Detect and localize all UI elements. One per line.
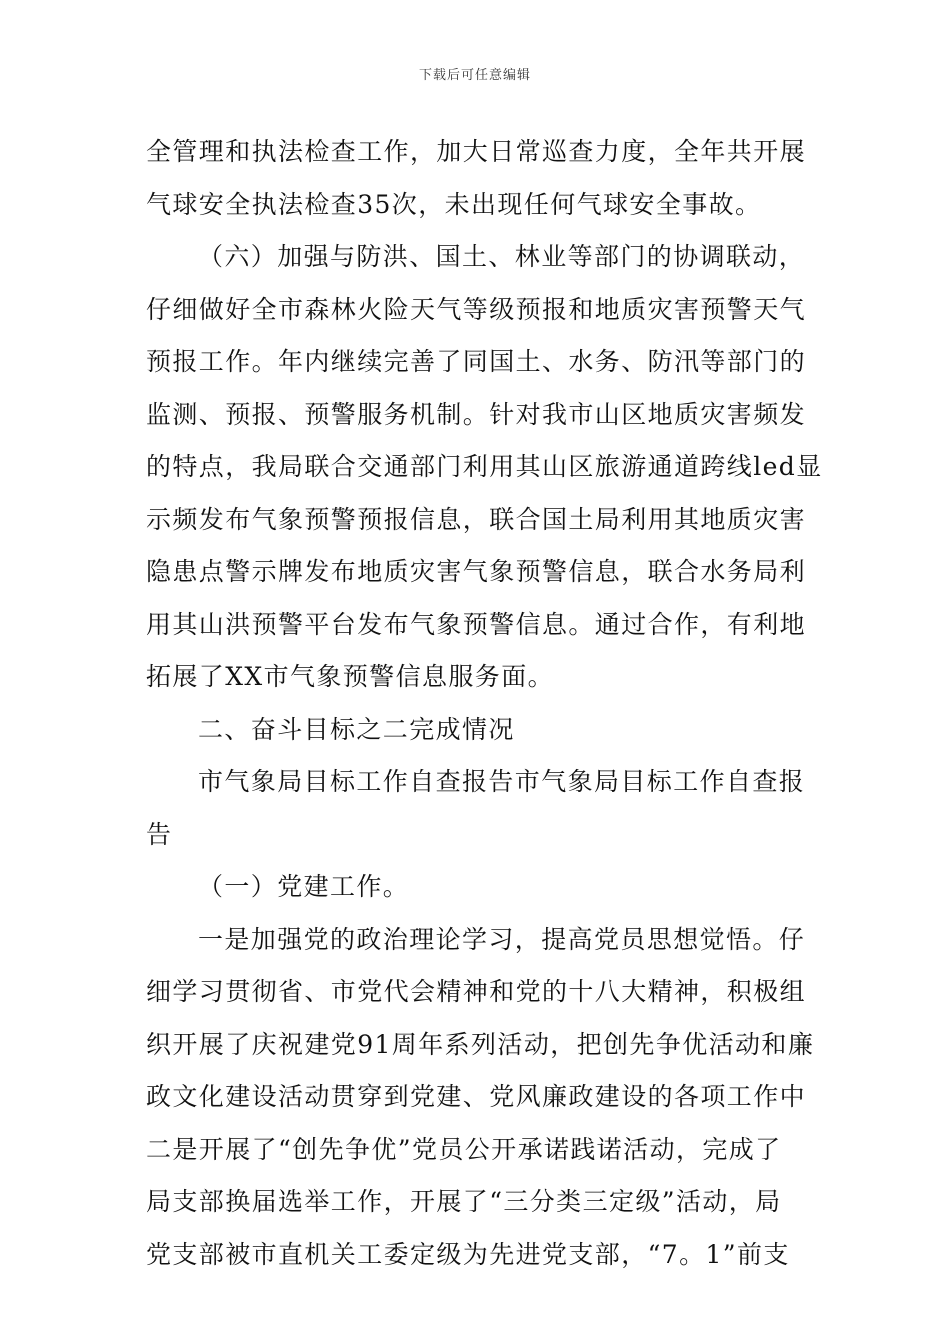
- text-line: 拓展了XX市气象预警信息服务面。: [146, 662, 554, 691]
- text-line: 告: [146, 819, 173, 849]
- text-line: 的特点，我局联合交通部门利用其山区旅游通道跨线led显: [146, 452, 823, 481]
- text-line: 一是加强党的政治理论学习，提高党员思想觉悟。仔: [198, 924, 806, 954]
- text-line: 政文化建设活动贯穿到党建、党风廉政建设的各项工作中: [146, 1082, 807, 1111]
- text-line: 监测、预报、预警服务机制。针对我市山区地质灾害频发: [146, 399, 807, 429]
- text-line: 全管理和执法检查工作，加大日常巡查力度，全年共开展: [146, 137, 807, 166]
- text-line: 细学习贯彻省、市党代会精神和党的十八大精神，积极组: [146, 977, 807, 1006]
- section-heading: 二、奋斗目标之二完成情况: [198, 714, 515, 744]
- text-line: 局支部换届选举工作，开展了“三分类三定级”活动，局: [146, 1187, 782, 1216]
- subsection-heading: （一）党建工作。: [198, 872, 410, 901]
- text-line: 二是开展了“创先争优”党员公开承诺践诺活动，完成了: [146, 1134, 782, 1164]
- text-line: 仔细做好全市森林火险天气等级预报和地质灾害预警天气: [146, 294, 807, 324]
- text-line: 市气象局目标工作自查报告市气象局目标工作自查报: [198, 767, 806, 796]
- text-line: （六）加强与防洪、国土、林业等部门的协调联动，: [198, 242, 806, 271]
- text-line: 预报工作。年内继续完善了同国土、水务、防汛等部门的: [146, 347, 807, 376]
- page-header: 下载后可任意编辑: [418, 68, 531, 83]
- text-line: 气球安全执法检查35次，未出现任何气球安全事故。: [146, 189, 762, 219]
- text-line: 隐患点警示牌发布地质灾害气象预警信息，联合水务局利: [146, 557, 807, 586]
- text-line: 示频发布气象预警预报信息，联合国土局利用其地质灾害: [146, 504, 807, 534]
- document-body: [146, 126, 823, 1281]
- text-line: 用其山洪预警平台发布气象预警信息。通过合作，有利地: [146, 609, 807, 639]
- text-line: 党支部被市直机关工委定级为先进党支部，“7。1”前支: [146, 1239, 790, 1269]
- text-line: 织开展了庆祝建党91周年系列活动，把创先争优活动和廉: [146, 1029, 815, 1059]
